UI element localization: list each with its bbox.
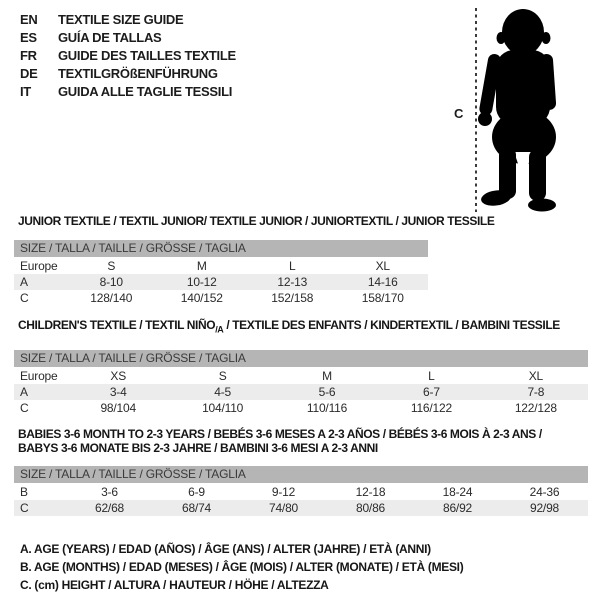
row-label: Europe [20, 259, 58, 273]
size-cell: 24-36 [529, 485, 560, 499]
size-cell: M [196, 259, 207, 273]
size-cell: 10-12 [186, 275, 217, 289]
size-cell: 68/74 [181, 501, 212, 515]
size-cell: 4-5 [214, 385, 231, 400]
size-cell: 116/122 [410, 401, 452, 416]
table-row [14, 368, 588, 384]
baby-silhouette-shape [478, 9, 556, 212]
section-title: JUNIOR TEXTILE / TEXTIL JUNIOR/ TEXTILE JUNIOR / JUNIORTEXTIL / JUNIOR TESSILE [18, 214, 495, 228]
section-title-sub: /A [215, 324, 224, 335]
language-code: DE [20, 66, 38, 81]
size-cell: 86/92 [442, 501, 473, 515]
size-cell: 128/140 [90, 291, 133, 305]
language-label: TEXTILGRÖßENFÜHRUNG [58, 66, 218, 81]
table-row [14, 384, 588, 400]
size-header-bar: SIZE / TALLA / TAILLE / GRÖSSE / TAGLIA [14, 240, 428, 257]
size-cell: XS [110, 369, 126, 384]
language-code: EN [20, 12, 38, 27]
size-header-bar: SIZE / TALLA / TAILLE / GRÖSSE / TAGLIA [14, 350, 588, 367]
measure-label-c: C [454, 106, 464, 121]
footnote-b: B. AGE (MONTHS) / EDAD (MESES) / ÂGE (MOIS) / ALTER (MONATE) / ETÀ (MESI) [20, 560, 464, 574]
size-cell: XL [528, 369, 543, 384]
table-row [14, 500, 588, 516]
section-title-main: CHILDREN'S TEXTILE / TEXTIL NIÑO [18, 318, 216, 332]
section-childrens-textile [14, 318, 588, 416]
section-title-rest: / TEXTILE DES ENFANTS / KINDERTEXTIL / BAMBINI TESSILE [223, 318, 560, 332]
size-cell: 110/116 [306, 401, 348, 416]
row-label: C [20, 291, 29, 305]
size-cell: S [107, 259, 116, 273]
language-row-it [20, 83, 236, 101]
size-cell: 12-18 [355, 485, 386, 499]
row-label: Europe [20, 369, 58, 384]
size-cell: 12-13 [277, 275, 308, 289]
language-row-fr [20, 47, 236, 65]
section-title: BABIES 3-6 MONTH TO 2-3 YEARS / BEBÉS 3-6 MESES A 2-3 AÑOS / BÉBÉS 3-6 MOIS À 2-3 ANS / BABYS 3-6 MONATE BIS 2-3 JAHRE / BAMBINI 3-6 MESI A 2-3 ANNI [18, 427, 542, 455]
table-row [14, 274, 428, 290]
size-cell: 74/80 [268, 501, 299, 515]
size-cell: 152/158 [271, 291, 314, 305]
table-row [14, 290, 428, 306]
row-label: C [20, 401, 29, 416]
size-cell: 8-10 [99, 275, 123, 289]
size-cell: 104/110 [202, 401, 244, 416]
section-junior-textile [14, 214, 494, 306]
table-row [14, 258, 428, 274]
size-cell: 80/86 [355, 501, 386, 515]
language-row-es [20, 29, 236, 47]
size-cell: 7-8 [527, 385, 545, 400]
language-code: IT [20, 84, 31, 99]
size-cell: L [289, 259, 296, 273]
row-label: C [20, 501, 29, 515]
size-cell: 6-7 [423, 385, 440, 400]
size-cell: 5-6 [318, 385, 336, 400]
baby-silhouette [452, 2, 592, 214]
language-row-de [20, 65, 236, 83]
footnote-c: C. (cm) HEIGHT / ALTURA / HAUTEUR / HÖHE / ALTEZZA [20, 578, 329, 592]
size-cell: 3-6 [101, 485, 118, 499]
size-cell: 18-24 [442, 485, 473, 499]
language-code: ES [20, 30, 37, 45]
language-label: TEXTILE SIZE GUIDE [58, 12, 184, 27]
size-cell: 9-12 [271, 485, 296, 499]
size-cell: 6-9 [188, 485, 205, 499]
size-cell: 122/128 [514, 401, 557, 416]
size-cell: XL [375, 259, 390, 273]
size-guide-table [14, 484, 588, 516]
size-cell: 62/68 [94, 501, 125, 515]
size-cell: 92/98 [529, 501, 560, 515]
section-babies-textile [14, 427, 588, 516]
footnote-a: A. AGE (YEARS) / EDAD (AÑOS) / ÂGE (ANS) / ALTER (JAHRE) / ETÀ (ANNI) [20, 542, 431, 556]
row-label: B [20, 485, 28, 499]
row-label: A [20, 385, 28, 400]
language-row-en [20, 11, 236, 29]
size-cell: 3-4 [109, 385, 127, 400]
language-label: GUIDA ALLE TAGLIE TESSILI [58, 84, 233, 99]
height-measure-figure [452, 2, 592, 214]
size-guide-table [14, 258, 428, 306]
section-title [14, 318, 588, 336]
size-cell: 98/104 [100, 401, 136, 416]
table-row [14, 400, 588, 416]
size-header-bar: SIZE / TALLA / TAILLE / GRÖSSE / TAGLIA [14, 466, 588, 483]
size-cell: M [322, 369, 332, 384]
table-row [14, 484, 588, 500]
language-code: FR [20, 48, 37, 63]
size-cell: 140/152 [180, 291, 223, 305]
language-label: GUIDE DES TAILLES TEXTILE [58, 48, 236, 63]
size-cell: 14-16 [367, 275, 398, 289]
size-cell: L [428, 369, 435, 384]
language-label: GUÍA DE TALLAS [58, 30, 162, 45]
size-cell: 158/170 [361, 291, 404, 305]
size-guide-table [14, 368, 588, 416]
footnotes [20, 540, 463, 594]
row-label: A [20, 275, 28, 289]
language-header [20, 11, 236, 101]
size-cell: S [218, 369, 227, 384]
